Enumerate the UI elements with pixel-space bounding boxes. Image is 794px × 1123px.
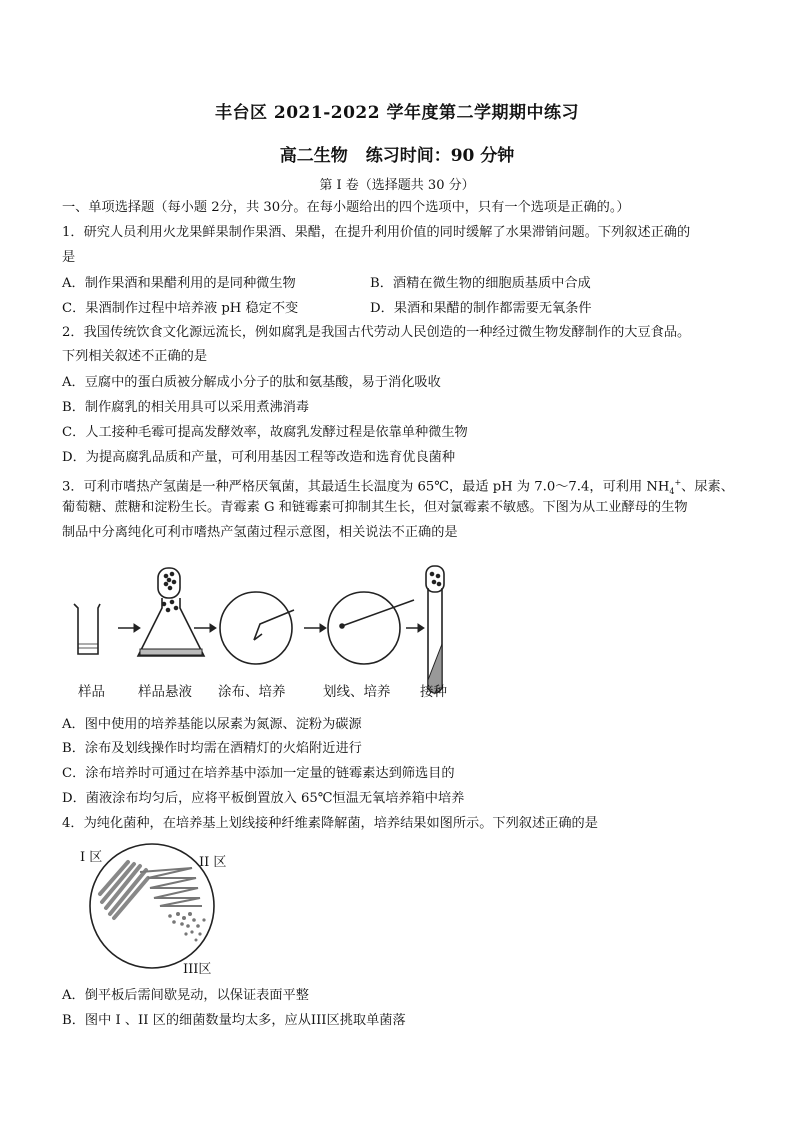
q3-stem-superscript: + (674, 478, 682, 487)
q3-stem-part1: 3．可利市嗜热产氢菌是一种严格厌氧菌，其最适生长温度为 65℃，最适 pH 为 7.0～7.4，可利用 NH (62, 479, 670, 495)
q2-option-c: C．人工接种毛霉可提高发酵效率，故腐乳发酵过程是依靠单种微生物 (62, 425, 468, 440)
q3-stem-line1 (62, 474, 734, 501)
exam-title: 丰台区 2021-2022 学年度第二学期期中练习 (214, 103, 580, 123)
q3-stem-line3: 制品中分离纯化可利市嗜热产氢菌过程示意图，相关说法不正确的是 (62, 525, 458, 540)
spread-plate-icon (220, 592, 294, 664)
q1-option-d: D．果酒和果醋的制作都需要无氧条件 (370, 301, 592, 316)
petri-dish-icon (90, 844, 214, 968)
q2-stem-line1: 2．我国传统饮食文化源远流长，例如腐乳是我国古代劳动人民创造的一种经过微生物发酵制作的大豆食品。 (62, 325, 691, 340)
exam-subtitle (0, 141, 794, 166)
q2-stem-line2: 下列相关叙述不正确的是 (62, 349, 208, 364)
q3-option-b: B．涂布及划线操作时均需在酒精灯的火焰附近进行 (62, 741, 362, 756)
arrow-icon (304, 624, 326, 632)
fig-label-sample: 样品 (78, 684, 105, 700)
q4-stem: 4．为纯化菌种，在培养基上划线接种纤维素降解菌，培养结果如图所示。下列叙述正确的是 (62, 816, 598, 831)
q3-option-a: A．图中使用的培养基能以尿素为氮源、淀粉为碳源 (62, 717, 362, 732)
q2-option-a: A．豆腐中的蛋白质被分解成小分子的肽和氨基酸，易于消化吸收 (62, 375, 441, 390)
q4-option-b: B．图中 I 、II 区的细菌数量均太多，应从III区挑取单菌落 (62, 1013, 406, 1028)
test-tube-icon (426, 566, 444, 693)
flask-icon (138, 568, 204, 656)
arrow-icon (118, 624, 140, 632)
zone-2-label: II 区 (199, 855, 227, 870)
fig-label-streak: 划线、培养 (323, 684, 391, 700)
q3-stem-line2: 葡萄糖、蔗糖和淀粉生长。青霉素 G 和链霉素可抑制其生长，但对氯霉素不敏感。下图为从工业酵母的生物 (62, 500, 688, 515)
q1-option-a: A．制作果酒和果醋利用的是同种微生物 (62, 276, 296, 291)
q2-option-b: B．制作腐乳的相关用具可以采用煮沸消毒 (62, 400, 310, 415)
q1-stem-line1: 1．研究人员利用火龙果鲜果制作果酒、果醋，在提升利用价值的同时缓解了水果滞销问题。下列叙述正确的 (62, 225, 691, 240)
q3-stem-part2: 、尿素、 (681, 479, 734, 495)
q3-stem-subscript: 4 (669, 487, 675, 497)
exam-time: 练习时间：90 分钟 (365, 146, 515, 166)
fig-label-spread: 涂布、培养 (218, 684, 286, 700)
q2-option-d: D．为提高腐乳品质和产量，可利用基因工程等改造和选育优良菌种 (62, 450, 456, 465)
q1-option-b: B．酒精在微生物的细胞质基质中合成 (370, 276, 591, 291)
streak-plate-icon (328, 592, 414, 664)
fig-label-inoculate: 接种 (420, 684, 447, 700)
instructions: 一、单项选择题（每小题 2分，共 30分。在每小题给出的四个选项中，只有一个选项是正确的。） (62, 200, 630, 215)
zone-1-label: I 区 (80, 850, 103, 865)
q1-stem-line2: 是 (62, 250, 76, 265)
streak-plate-diagram (70, 842, 240, 977)
q3-option-d: D．菌液涂布均匀后，应将平板倒置放入 65℃恒温无氧培养箱中培养 (62, 791, 465, 806)
arrow-icon (194, 624, 216, 632)
q1-option-c: C．果酒制作过程中培养液 pH 稳定不变 (62, 301, 299, 316)
fig-label-suspension: 样品悬液 (138, 684, 192, 700)
arrow-icon (406, 624, 424, 632)
q3-option-c: C．涂布培养时可通过在培养基中添加一定量的链霉素达到筛选目的 (62, 766, 455, 781)
zone-3-label: III区 (183, 962, 212, 977)
beaker-icon (74, 604, 100, 654)
subject: 高二生物 (279, 146, 348, 166)
section-heading: 第 I 卷（选择题共 30 分） (319, 178, 475, 193)
q4-option-a: A．倒平板后需间歇晃动，以保证表面平整 (62, 988, 309, 1003)
